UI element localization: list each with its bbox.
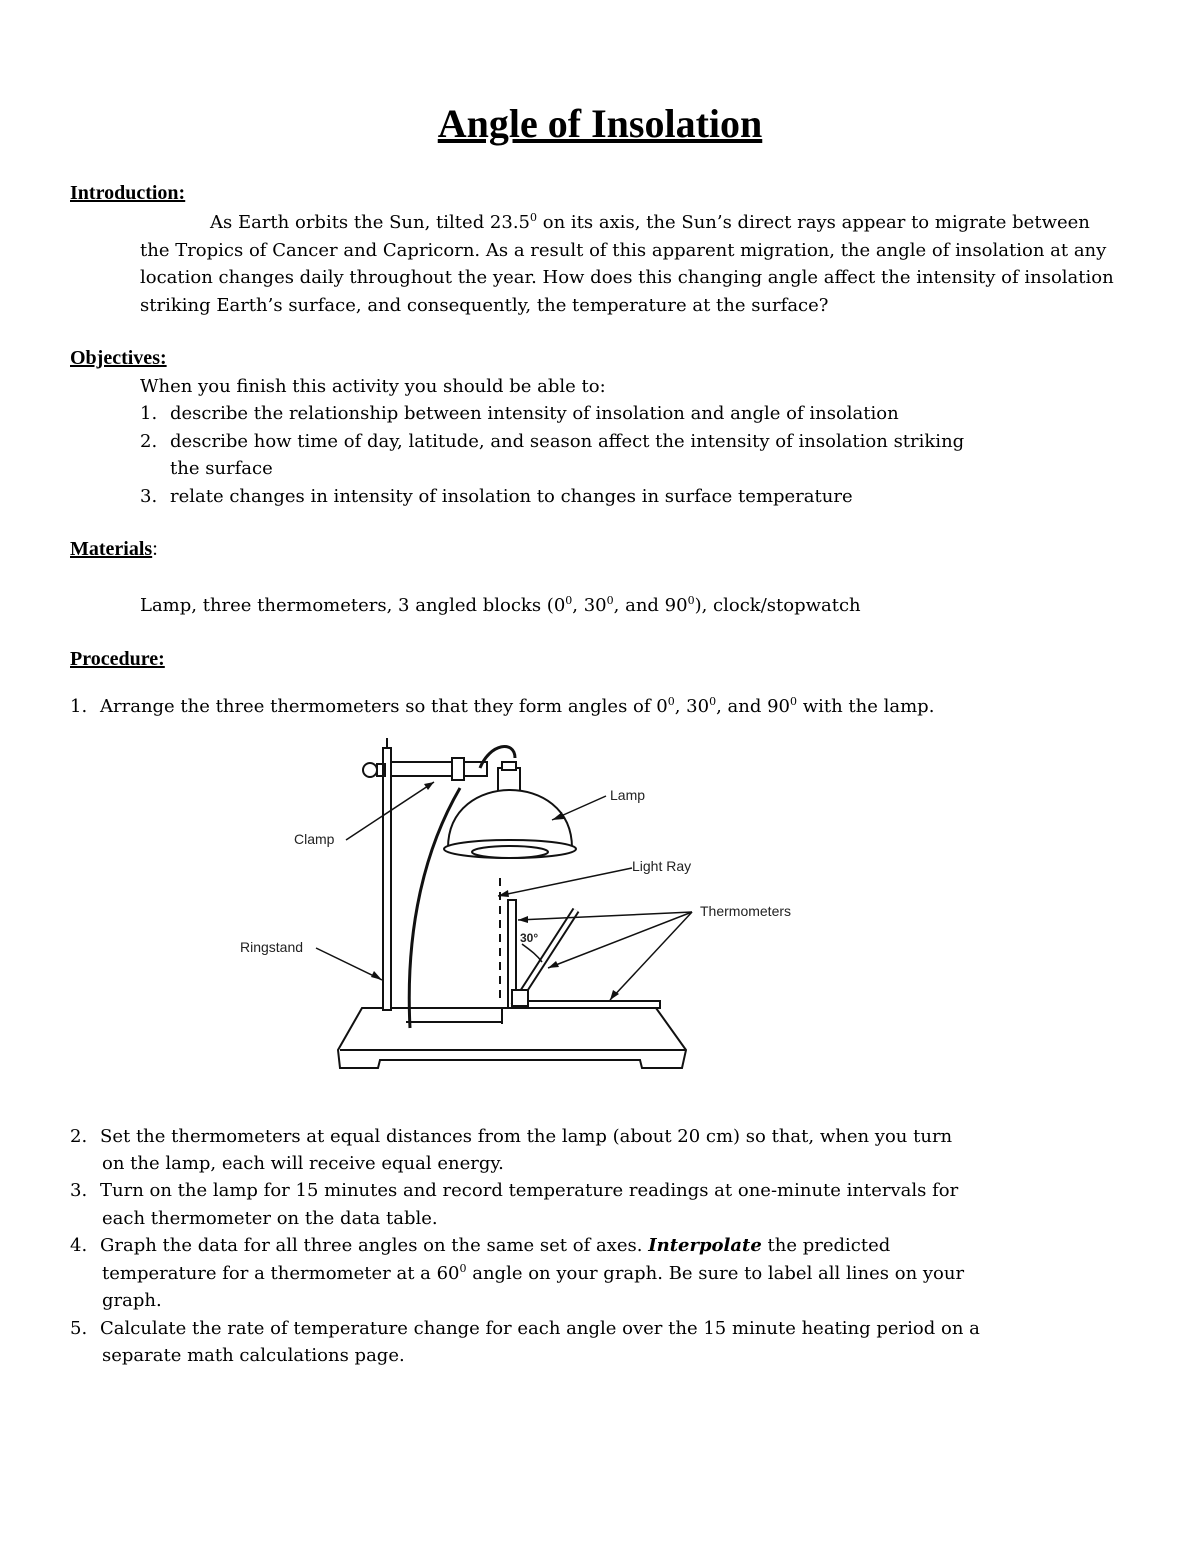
- introduction-paragraph: As Earth orbits the Sun, tilted 23.5$^0$ on its axis, the Sun’s direct rays appear to migrate between the Tropics of Cancer and Capricorn. As a result of this apparent migration, the angle of insolation at any location changes daily throughout the year. How does this changing angle affect the intensity of insolation striking Earth’s surface, and consequently, the temperature at the surface?: [140, 211, 1114, 316]
- label-thermometers: Thermometers: [700, 903, 792, 919]
- label-angle: 30°: [520, 931, 539, 945]
- lamp-socket: [498, 768, 520, 792]
- procedure-step-5-continued: separate math calculations page.: [102, 1345, 405, 1366]
- thermometer-horizontal: [514, 1001, 660, 1008]
- pointer-therm-1: [518, 912, 692, 920]
- introduction-heading: Introduction:: [70, 182, 186, 204]
- clamp-knob: [363, 763, 377, 777]
- materials-heading: Materials:: [70, 538, 158, 560]
- objectives-lead: When you finish this activity you should be able to:: [140, 376, 606, 397]
- clamp-arm: [391, 762, 487, 776]
- materials-list: Lamp, three thermometers, 3 angled blocks ($0^0$, $30^0$, and $90^0$), clock/stopwatch: [140, 594, 861, 616]
- label-clamp: Clamp: [294, 831, 335, 847]
- lamp-thermometer-diagram: [230, 728, 830, 1088]
- pointer-therm-3: [610, 912, 692, 1000]
- objective-item-continued: the surface: [170, 458, 273, 479]
- procedure-step-2-continued: on the lamp, each will receive equal energy.: [102, 1153, 504, 1174]
- label-light-ray: Light Ray: [632, 858, 692, 874]
- label-lamp: Lamp: [610, 787, 646, 803]
- procedure-heading: Procedure:: [70, 648, 165, 670]
- pointer-light-ray: [498, 868, 632, 896]
- document-page: Angle of Insolation Introduction: As Earth orbits the Sun, tilted 23.5$^0$ on its axis, the Sun’s direct rays appear to migrate between the Tropics of Cancer and Capricorn. As a result of this apparent migration, the angle of insolation at any location changes daily throughout the year. How does this changing angle affect the intensity of insolation striking Earth’s surface, and consequently, the temperature at the surface? Objectives: When you finish this activity you should be able to: 1. describe the relationship between intensity of insolation and angle of insolation 2. describe how time of day, latitude, and season affect the intensity of insolation striking the surface 3. relate changes in intensity of insolation to changes in surface temperature Materials: Lamp, three thermometers, 3 angled blocks ($0^0$, $30^0$, and $90^0$), clock/stopwatch Procedure: 1. Arrange the three thermometers so that they form angles of $0^0$, $30^0$, and $90^0$ with the lamp. Lamp Clamp Light Ray Thermometers Ringstand 30° 2. Set the thermometers at equal distances from the lamp (about 20 cm) so that, when you turn on the lamp, each will receive equal energy. 3. Turn on the lamp for 15 minutes and record temperature readings at one-minute intervals for each thermometer on the data table. 4. Graph the data for all three angles on the same set of axes. Interpolate the predicted temperature for a thermometer at a $60^0$ angle on your graph. Be sure to label all lines on your graph. 5. Calculate the rate of temperature change for each angle over the 15 minute heating period on a separate math calculations page.: [0, 0, 1200, 1553]
- ringstand-rod: [383, 748, 391, 1010]
- ringstand-base: [338, 1008, 686, 1068]
- objectives-heading: Objectives:: [70, 347, 167, 369]
- procedure-step-4-continued: temperature for a thermometer at a $60^0$ angle on your graph. Be sure to label all lines on your: [102, 1262, 965, 1284]
- label-ringstand: Ringstand: [240, 939, 304, 955]
- procedure-step-3-continued: each thermometer on the data table.: [102, 1208, 438, 1229]
- page-title: Angle of Insolation: [437, 101, 763, 146]
- interpolate-emphasis: Interpolate: [648, 1235, 762, 1256]
- procedure-step-4-continued: graph.: [102, 1290, 162, 1311]
